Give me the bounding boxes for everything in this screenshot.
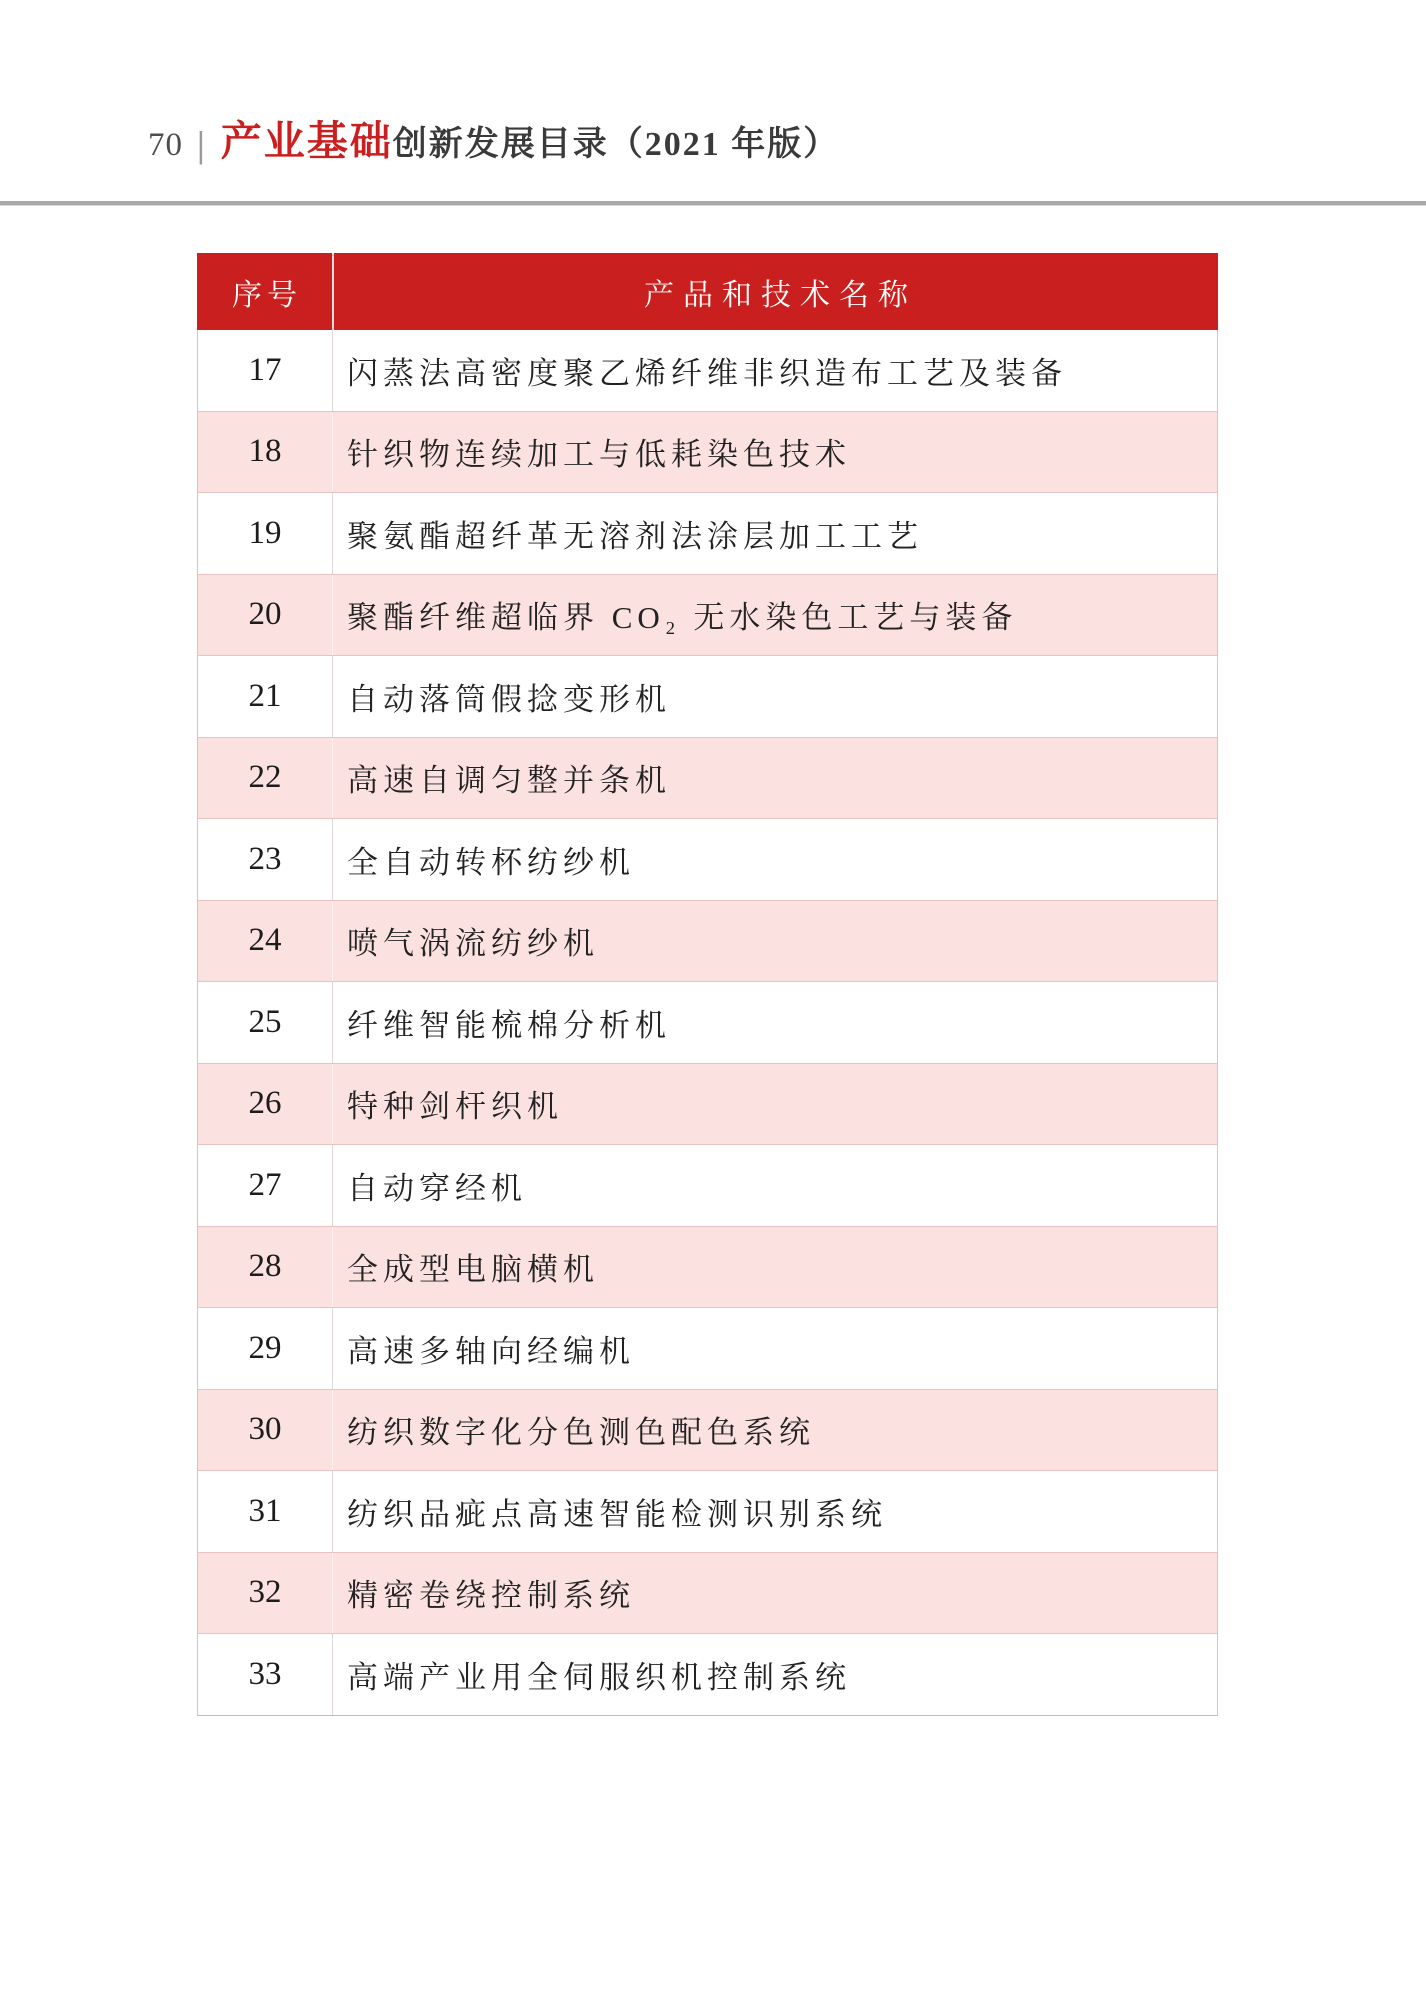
row-index: 21 <box>198 656 333 737</box>
row-index: 33 <box>198 1634 333 1715</box>
running-head <box>148 108 839 167</box>
table-row <box>198 900 1217 982</box>
table-row <box>198 574 1217 656</box>
row-product-name: 聚酯纤维超临界 CO₂ 无水染色工艺与装备 <box>347 600 1018 636</box>
row-product-name: 特种剑杆织机 <box>347 1089 563 1125</box>
catalog-title-rest: 创新发展目录（2021 年版） <box>392 126 840 163</box>
row-product-name: 自动穿经机 <box>347 1170 527 1206</box>
table-row <box>198 1144 1217 1226</box>
table-row <box>198 1063 1217 1145</box>
row-product-name: 高速自调匀整并条机 <box>347 763 671 799</box>
row-index: 20 <box>198 575 333 656</box>
row-index: 19 <box>198 493 333 574</box>
row-index: 24 <box>198 901 333 982</box>
row-product-name: 全成型电脑横机 <box>347 1252 599 1288</box>
table-row <box>198 411 1217 493</box>
table-row <box>198 492 1217 574</box>
row-product-name: 针织物连续加工与低耗染色技术 <box>347 437 851 473</box>
row-product-name: 纺织数字化分色测色配色系统 <box>347 1415 815 1451</box>
product-technology-table <box>197 253 1218 1716</box>
row-index: 26 <box>198 1064 333 1145</box>
table-header-row <box>197 253 1218 330</box>
table-row <box>198 655 1217 737</box>
table-row <box>198 330 1217 411</box>
table-row <box>198 737 1217 819</box>
row-product-name: 喷气涡流纺纱机 <box>347 926 599 962</box>
row-index: 29 <box>198 1308 333 1389</box>
table-row <box>198 1226 1217 1308</box>
table-row <box>198 818 1217 900</box>
row-product-name: 全自动转杯纺纱机 <box>347 844 635 880</box>
table-row <box>198 1633 1217 1715</box>
page-number: 70 <box>148 127 183 163</box>
row-product-name: 精密卷绕控制系统 <box>347 1578 635 1614</box>
row-product-name: 高速多轴向经编机 <box>347 1333 635 1369</box>
table-row <box>198 1389 1217 1471</box>
header-cell-index: 序号 <box>197 253 334 330</box>
row-product-name: 闪蒸法高密度聚乙烯纤维非织造布工艺及装备 <box>347 355 1067 391</box>
row-product-name: 聚氨酯超纤革无溶剂法涂层加工工艺 <box>347 518 923 554</box>
table-row <box>198 1552 1217 1634</box>
head-separator: | <box>197 125 205 166</box>
header-divider-rule <box>0 201 1426 206</box>
row-index: 18 <box>198 412 333 493</box>
row-index: 22 <box>198 738 333 819</box>
row-index: 23 <box>198 819 333 900</box>
row-index: 30 <box>198 1390 333 1471</box>
table-row <box>198 1307 1217 1389</box>
row-product-name: 纤维智能梳棉分析机 <box>347 1007 671 1043</box>
row-index: 32 <box>198 1553 333 1634</box>
catalog-title-highlight: 产业基础 <box>220 118 393 164</box>
row-index: 27 <box>198 1145 333 1226</box>
header-cell-product-name: 产品和技术名称 <box>644 278 917 312</box>
row-product-name: 纺织品疵点高速智能检测识别系统 <box>347 1496 887 1532</box>
row-index: 25 <box>198 982 333 1063</box>
row-index: 28 <box>198 1227 333 1308</box>
row-index: 17 <box>198 330 333 411</box>
table-row <box>198 1470 1217 1552</box>
row-index: 31 <box>198 1471 333 1552</box>
table-row <box>198 981 1217 1063</box>
row-product-name: 高端产业用全伺服织机控制系统 <box>347 1659 851 1695</box>
row-product-name: 自动落筒假捻变形机 <box>347 681 671 717</box>
table-body <box>197 330 1218 1716</box>
